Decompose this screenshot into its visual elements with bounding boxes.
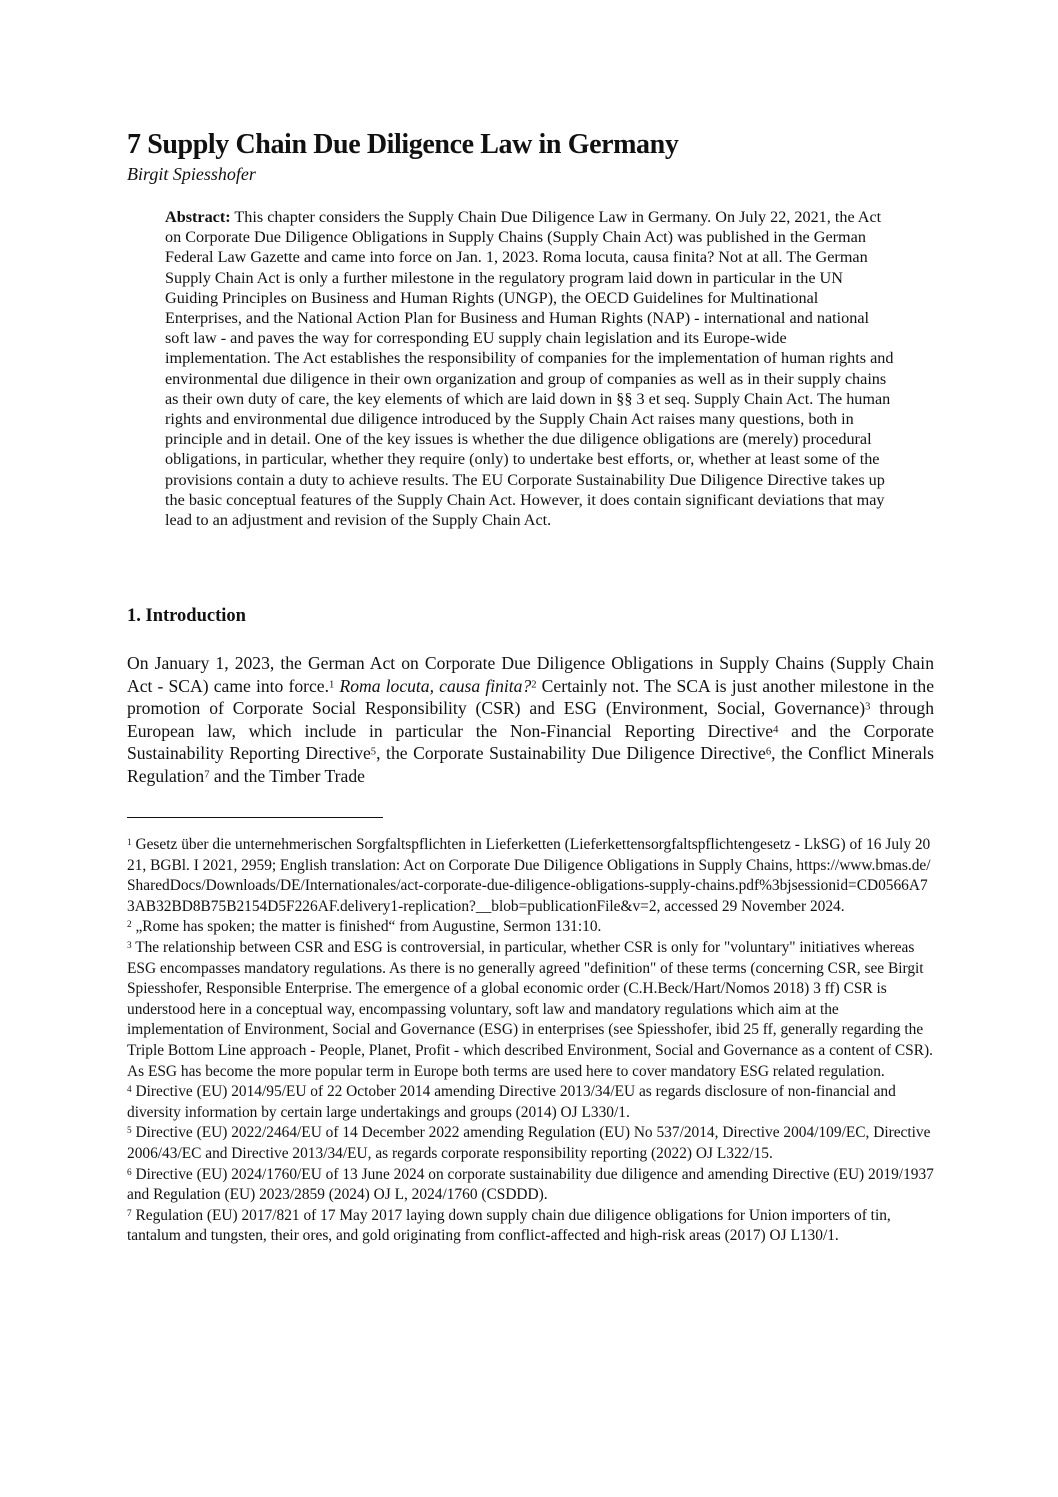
- body-text: On January 1, 2023, the German Act on Corporate Due Diligence Obligations in Supply Chains (Supply Chain Act - SCA) came into force.: [127, 653, 934, 696]
- body-text: Certainly not. The SCA is just another milestone in the promotion of Corporate Social Responsibility (CSR) and ESG (Environment, Social, Governance): [127, 675, 935, 719]
- footnote-4: [127, 1082, 935, 1123]
- footnotes: [127, 835, 935, 1247]
- footnote-ref-2[interactable]: 2: [531, 678, 537, 690]
- chapter-author: Birgit Spiesshofer: [127, 164, 256, 184]
- footnote-text: Directive (EU) 2024/1760/EU of 13 June 2024 on corporate sustainability due diligence and amending Directive (EU) 2019/1937 and Regulation (EU) 2023/2859 (2024) OJ L, 2024/1760 (CSDDD).: [127, 1165, 934, 1204]
- footnote-ref-3[interactable]: 3: [865, 701, 871, 713]
- footnote-ref-1[interactable]: 1: [329, 678, 335, 690]
- footnote-5: [127, 1123, 935, 1164]
- section-heading-introduction: 1. Introduction: [127, 606, 246, 626]
- footnote-text: Gesetz über die unternehmerischen Sorgfaltspflichten in Lieferketten (Lieferkettensorgfaltspflichtengesetz - LkSG) of 16 July 2021, BGBl. I 2021, 2959; English translation: Act on Corporate Due Diligence Obligations in Supply Chains, https://www.bmas.de/SharedDocs/Downloads/DE/Internationales/act-corporate-due-diligence-obligations-supply-chains.pdf%3bjsessionid=CD0566A73AB32BD8B75B2154D5F226AF.delivery1-replication?__blob=publicationFile&v=2, accessed 29 November 2024.: [127, 836, 931, 915]
- footnote-text: Regulation (EU) 2017/821 of 17 May 2017 laying down supply chain due diligence obligations for Union importers of tin, tantalum and tungsten, their ores, and gold originating from conflict-affected and high-risk areas (2017) OJ L130/1.: [127, 1206, 891, 1245]
- latin-quote: Roma locuta, causa finita?: [339, 675, 532, 696]
- body-text: through European law, which include in particular the Non-Financial Reporting Directive: [127, 698, 934, 741]
- chapter-title: 7 Supply Chain Due Diligence Law in Germany: [127, 129, 679, 160]
- footnote-number: 1: [127, 836, 132, 847]
- footnote-separator: [127, 817, 383, 818]
- footnote-6: [127, 1165, 935, 1206]
- introduction-paragraph: [127, 652, 934, 788]
- body-text: and the Corporate Sustainability Reporting Directive: [127, 720, 934, 764]
- footnote-text: „Rome has spoken; the matter is finished“ from Augustine, Sermon 131:10.: [131, 918, 602, 936]
- footnote-ref-4[interactable]: 4: [773, 724, 779, 736]
- footnote-ref-6[interactable]: 6: [765, 746, 772, 758]
- footnote-number: 3: [127, 939, 132, 950]
- abstract-label: Abstract:: [165, 208, 231, 226]
- body-text: , the Corporate Sustainability Due Diligence Directive: [376, 743, 766, 764]
- footnote-number: 7: [127, 1207, 132, 1218]
- footnote-ref-7[interactable]: 7: [204, 769, 210, 781]
- footnote-2: [127, 917, 935, 938]
- footnote-number: 2: [127, 919, 132, 930]
- footnote-1: [127, 835, 935, 917]
- footnote-number: 4: [127, 1083, 132, 1094]
- footnote-text: Directive (EU) 2014/95/EU of 22 October 2014 amending Directive 2013/34/EU as regards disclosure of non-financial and diversity information by certain large undertakings and groups (2014) OJ L330/1.: [127, 1083, 896, 1121]
- abstract: [165, 207, 895, 530]
- body-text: , the Conflict Minerals Regulation: [127, 743, 934, 786]
- footnote-ref-5[interactable]: 5: [370, 746, 377, 758]
- footnote-number: 6: [127, 1166, 132, 1177]
- body-text: and the Timber Trade: [209, 765, 365, 786]
- footnote-7: [127, 1206, 935, 1247]
- footnote-text: Directive (EU) 2022/2464/EU of 14 December 2022 amending Regulation (EU) No 537/2014, Directive 2004/109/EC, Directive 2006/43/EC and Directive 2013/34/EU, as regards corporate responsibility reporting (2022) OJ L322/15.: [127, 1124, 931, 1162]
- footnote-text: The relationship between CSR and ESG is controversial, in particular, whether CSR is only for "voluntary" initiatives whereas ESG encompasses mandatory regulations. As there is no generally agreed "definition" of these terms (concerning CSR, see Birgit Spiesshofer, Responsible Enterprise. The emergence of a global economic order (C.H.Beck/Hart/Nomos 2018) 3 ff) CSR is understood here in a conceptual way, encompassing voluntary, soft law and mandatory regulations which aim at the implementation of Environment, Social and Governance (ESG) in enterprises (see Spiesshofer, ibid 25 ff, generally regarding the Triple Bottom Line approach - People, Planet, Profit - which described Environment, Social and Governance as a content of CSR). As ESG has become the more popular term in Europe both terms are used here to cover mandatory ESG related regulation.: [127, 938, 933, 1080]
- footnote-3: [127, 938, 935, 1082]
- footnote-number: 5: [127, 1125, 132, 1136]
- abstract-text: This chapter considers the Supply Chain Due Diligence Law in Germany. On July 22, 2021, the Act on Corporate Due Diligence Obligations in Supply Chains (Supply Chain Act) was published in the German Federal Law Gazette and came into force on Jan. 1, 2023. Roma locuta, causa finita? Not at all. The German Supply Chain Act is only a further milestone in the regulatory program laid down in particular in the UN Guiding Principles on Business and Human Rights (UNGP), the OECD Guidelines for Multinational Enterprises, and the National Action Plan for Business and Human Rights (NAP) - international and national soft law - and paves the way for corresponding EU supply chain legislation and its Europe-wide implementation. The Act establishes the responsibility of companies for the implementation of human rights and environmental due diligence in their own organization and group of companies as well as in their supply chains as their own duty of care, the key elements of which are laid down in §§ 3 et seq. Supply Chain Act. The human rights and environmental due diligence introduced by the Supply Chain Act raises many questions, both in principle and in detail. One of the key issues is whether the due diligence obligations are (merely) procedural obligations, in particular, whether they require (only) to undertake best efforts, or, whether at least some of the provisions contain a duty to achieve results. The EU Corporate Sustainability Due Diligence Directive takes up the basic conceptual features of the Supply Chain Act. However, it does contain significant deviations that may lead to an adjustment and revision of the Supply Chain Act.: [165, 208, 894, 530]
